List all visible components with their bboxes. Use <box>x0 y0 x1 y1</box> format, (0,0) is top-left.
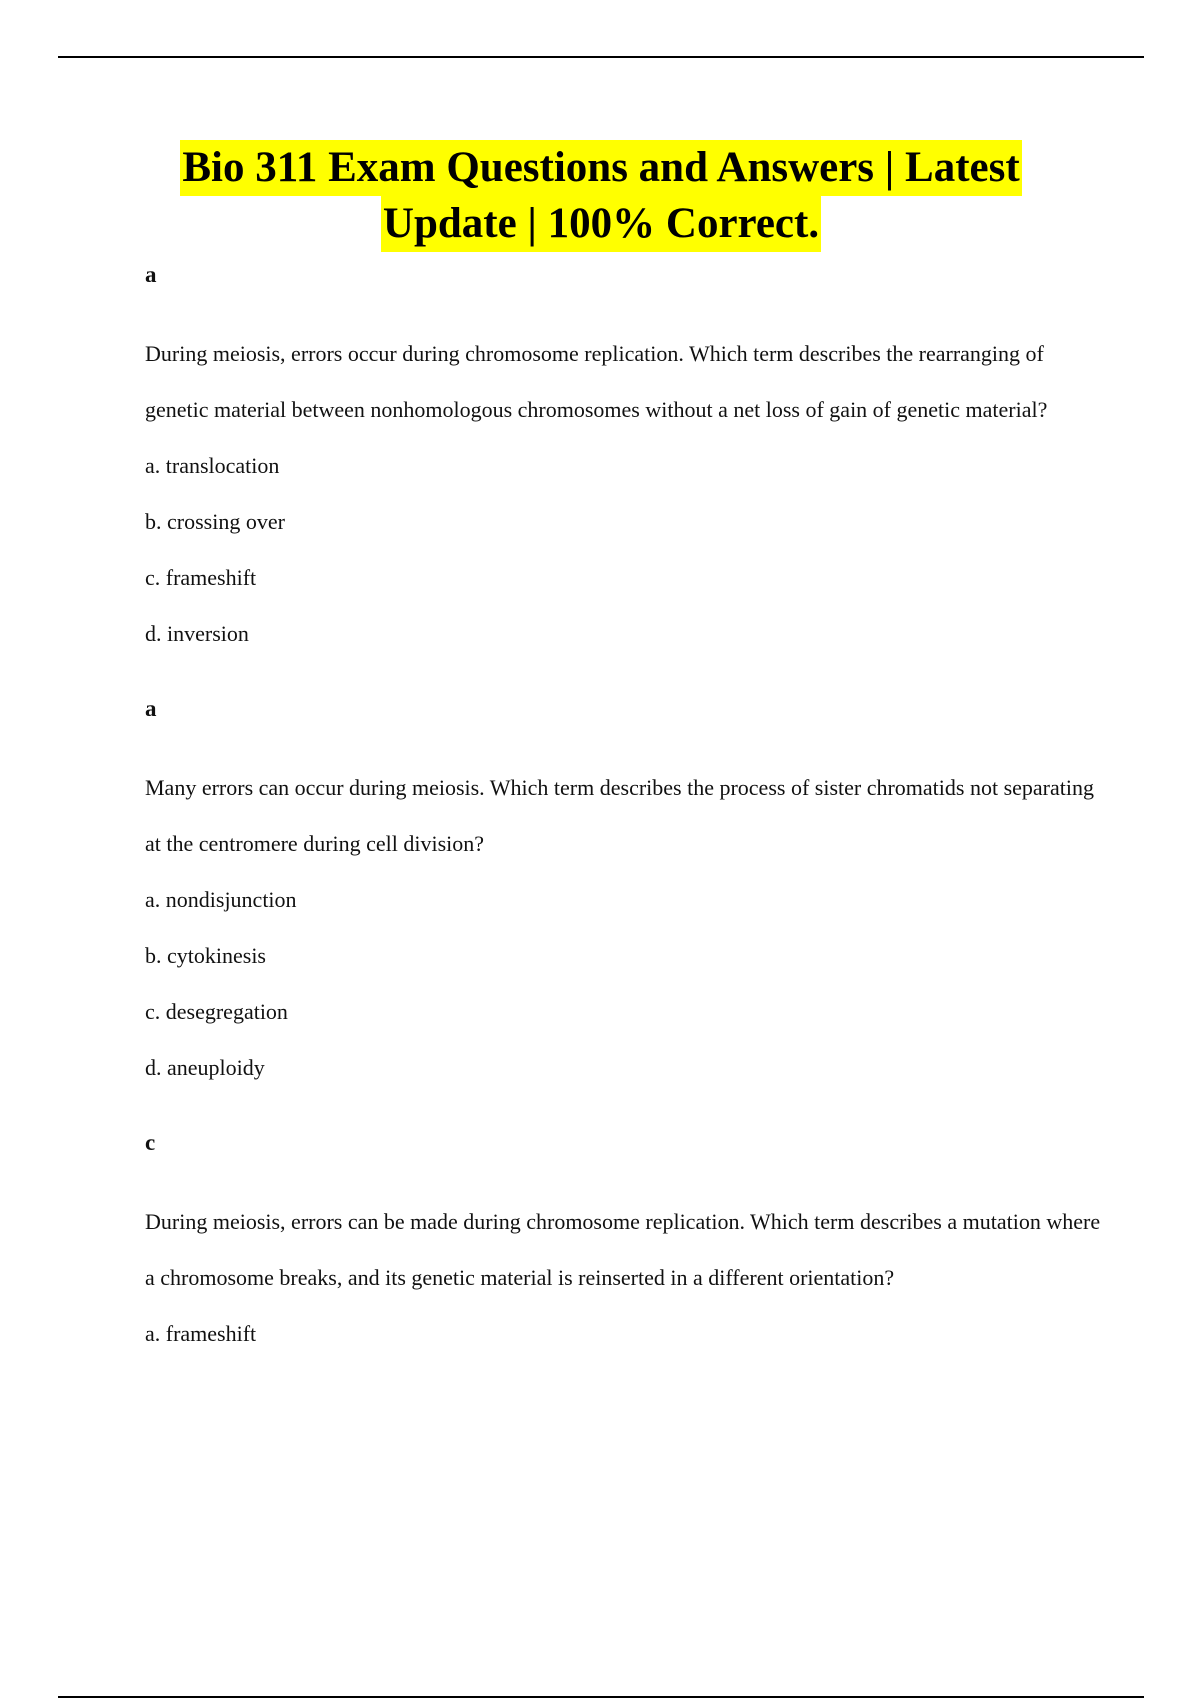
bottom-rule <box>58 1696 1144 1698</box>
top-rule <box>58 56 1144 58</box>
answer-key: a <box>145 262 157 287</box>
question-text: During meiosis, errors occur during chromosome replication. Which term describes the rearranging of genetic material between nonhomologous chromosomes without a net loss of gain of genetic material? <box>145 341 1048 422</box>
question-3 <box>145 1130 1105 1362</box>
question-1 <box>145 262 1105 662</box>
option-list <box>145 872 1105 1096</box>
option-d: d. inversion <box>145 621 249 646</box>
question-2 <box>145 696 1105 1096</box>
option-a: a. nondisjunction <box>145 887 297 912</box>
question-text: During meiosis, errors can be made during chromosome replication. Which term describes a mutation where a chromosome breaks, and its genetic material is reinserted in a different orientation? <box>145 1209 1101 1290</box>
option-c: c. frameshift <box>145 565 257 590</box>
option-c: c. desegregation <box>145 999 288 1024</box>
option-d: d. aneuploidy <box>145 1055 265 1080</box>
title-line-1: Bio 311 Exam Questions and Answers | Latest <box>180 140 1021 196</box>
answer-key: a <box>145 696 157 721</box>
option-a: a. frameshift <box>145 1321 257 1346</box>
option-list <box>145 438 1105 662</box>
title-line-2: Update | 100% Correct. <box>381 196 821 252</box>
question-list <box>145 262 1105 1362</box>
page-title <box>58 140 1144 252</box>
answer-key: c <box>145 1130 156 1155</box>
option-a: a. translocation <box>145 453 280 478</box>
option-list <box>145 1306 1105 1362</box>
question-text: Many errors can occur during meiosis. Which term describes the process of sister chromatids not separating at the centromere during cell division? <box>145 775 1094 856</box>
option-b: b. cytokinesis <box>145 943 266 968</box>
option-b: b. crossing over <box>145 509 285 534</box>
